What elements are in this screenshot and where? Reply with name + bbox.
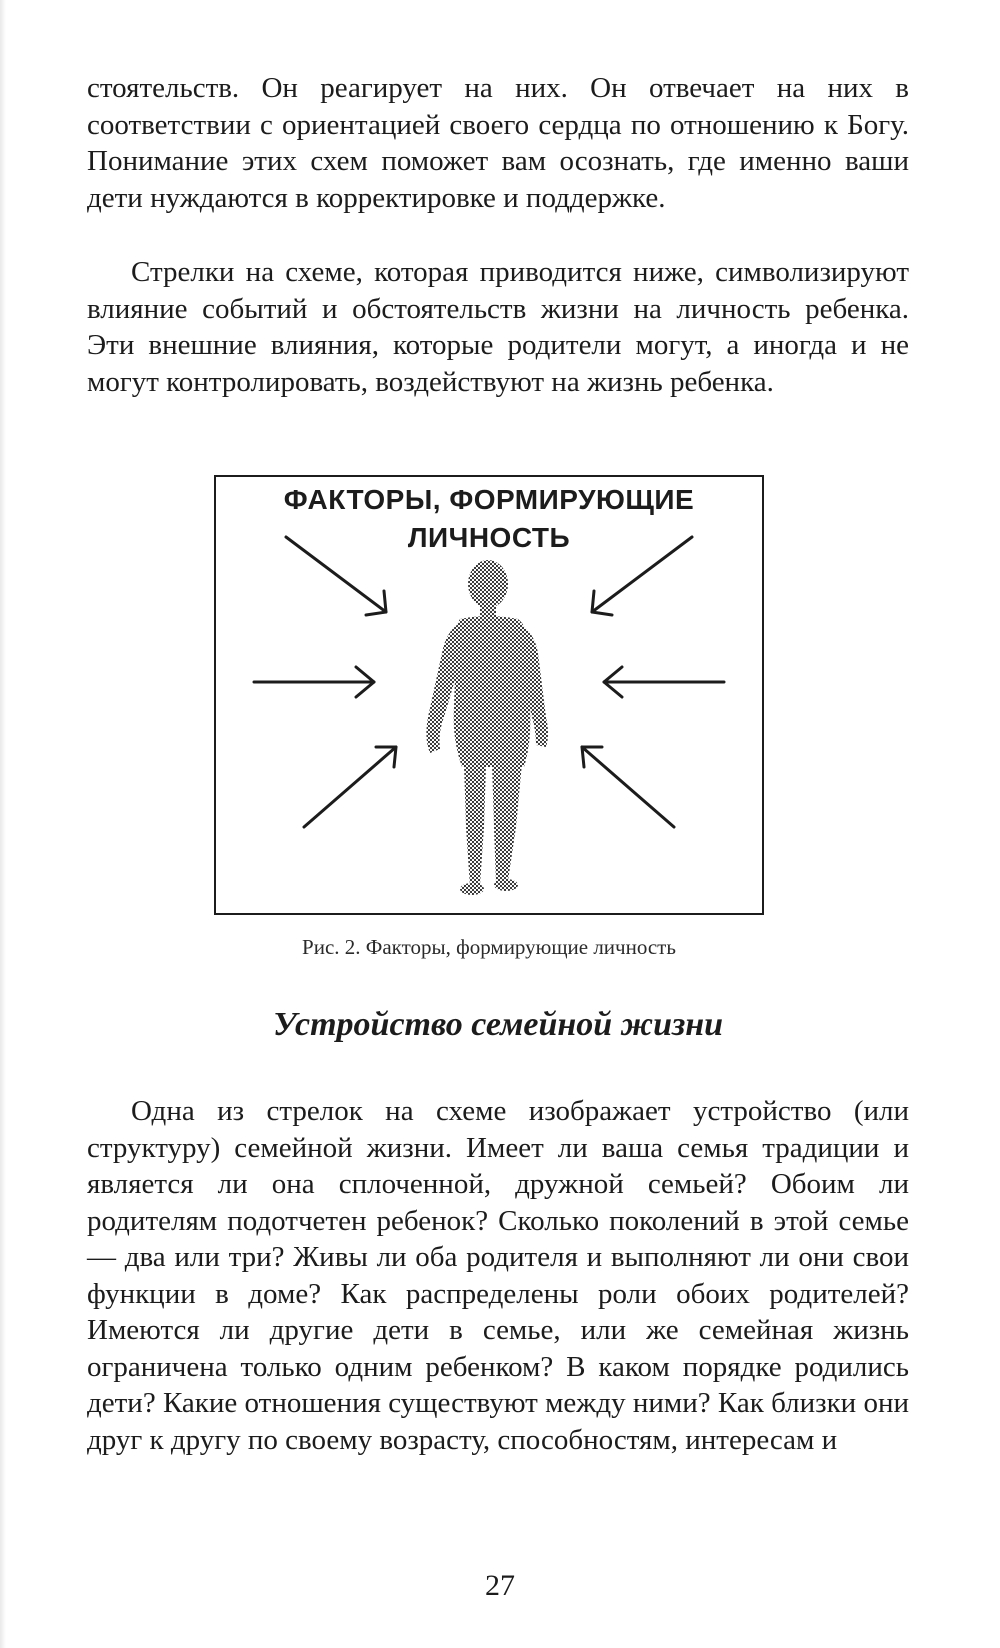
body-paragraph-1: стоятельств. Он реагирует на них. Он отвечает на них в соответствии с ориентацией своего сердца по отношению к Богу. Понимание этих схем поможет вам осознать, где именно ваши дети нуждаются в корректировке и поддержке. bbox=[87, 72, 909, 214]
body-paragraph-3: Одна из стрелок на схеме изображает устройство (или структуру) семейной жизни. Имеет ли ваша семья традиции и является ли она сплоченной, дружной семьей? Обоим ли родителям подотчетен ребенок? Сколько поколений в этой семье — два или три? Живы ли оба родителя и выполняют ли они свои функции в доме? Как распределены роли обоих родителей? Имеются ли другие дети в семье, или же семейная жизнь ограничена только одним ребенком? В каком порядке родились дети? Какие отношения существуют между ними? Как близки они друг к другу по своему возрасту, способностям, интересам и bbox=[87, 1095, 909, 1456]
figure-title: ФАКТОРЫ, ФОРМИРУЮЩИЕ ЛИЧНОСТЬ bbox=[283, 484, 695, 553]
child-silhouette-icon bbox=[426, 560, 548, 895]
arrow-bottom-left bbox=[304, 747, 396, 827]
section-heading: Устройство семейной жизни bbox=[272, 1006, 724, 1043]
figure-caption: Рис. 2. Факторы, формирующие личность bbox=[302, 935, 676, 959]
figure-frame bbox=[214, 475, 764, 915]
arrow-bottom-right bbox=[582, 747, 674, 827]
page-number: 27 bbox=[485, 1569, 515, 1602]
page-edge-shadow bbox=[0, 0, 6, 1648]
arrow-middle-left bbox=[254, 667, 374, 697]
body-paragraph-2: Стрелки на схеме, которая приводится ниже, символизируют влияние событий и обстоятельств жизни на личность ребенка. Эти внешние влияния, которые родители могут, а иногда и не могут контролировать, воздействуют на жизнь ребенка. bbox=[87, 256, 909, 398]
arrow-middle-right bbox=[604, 667, 724, 697]
